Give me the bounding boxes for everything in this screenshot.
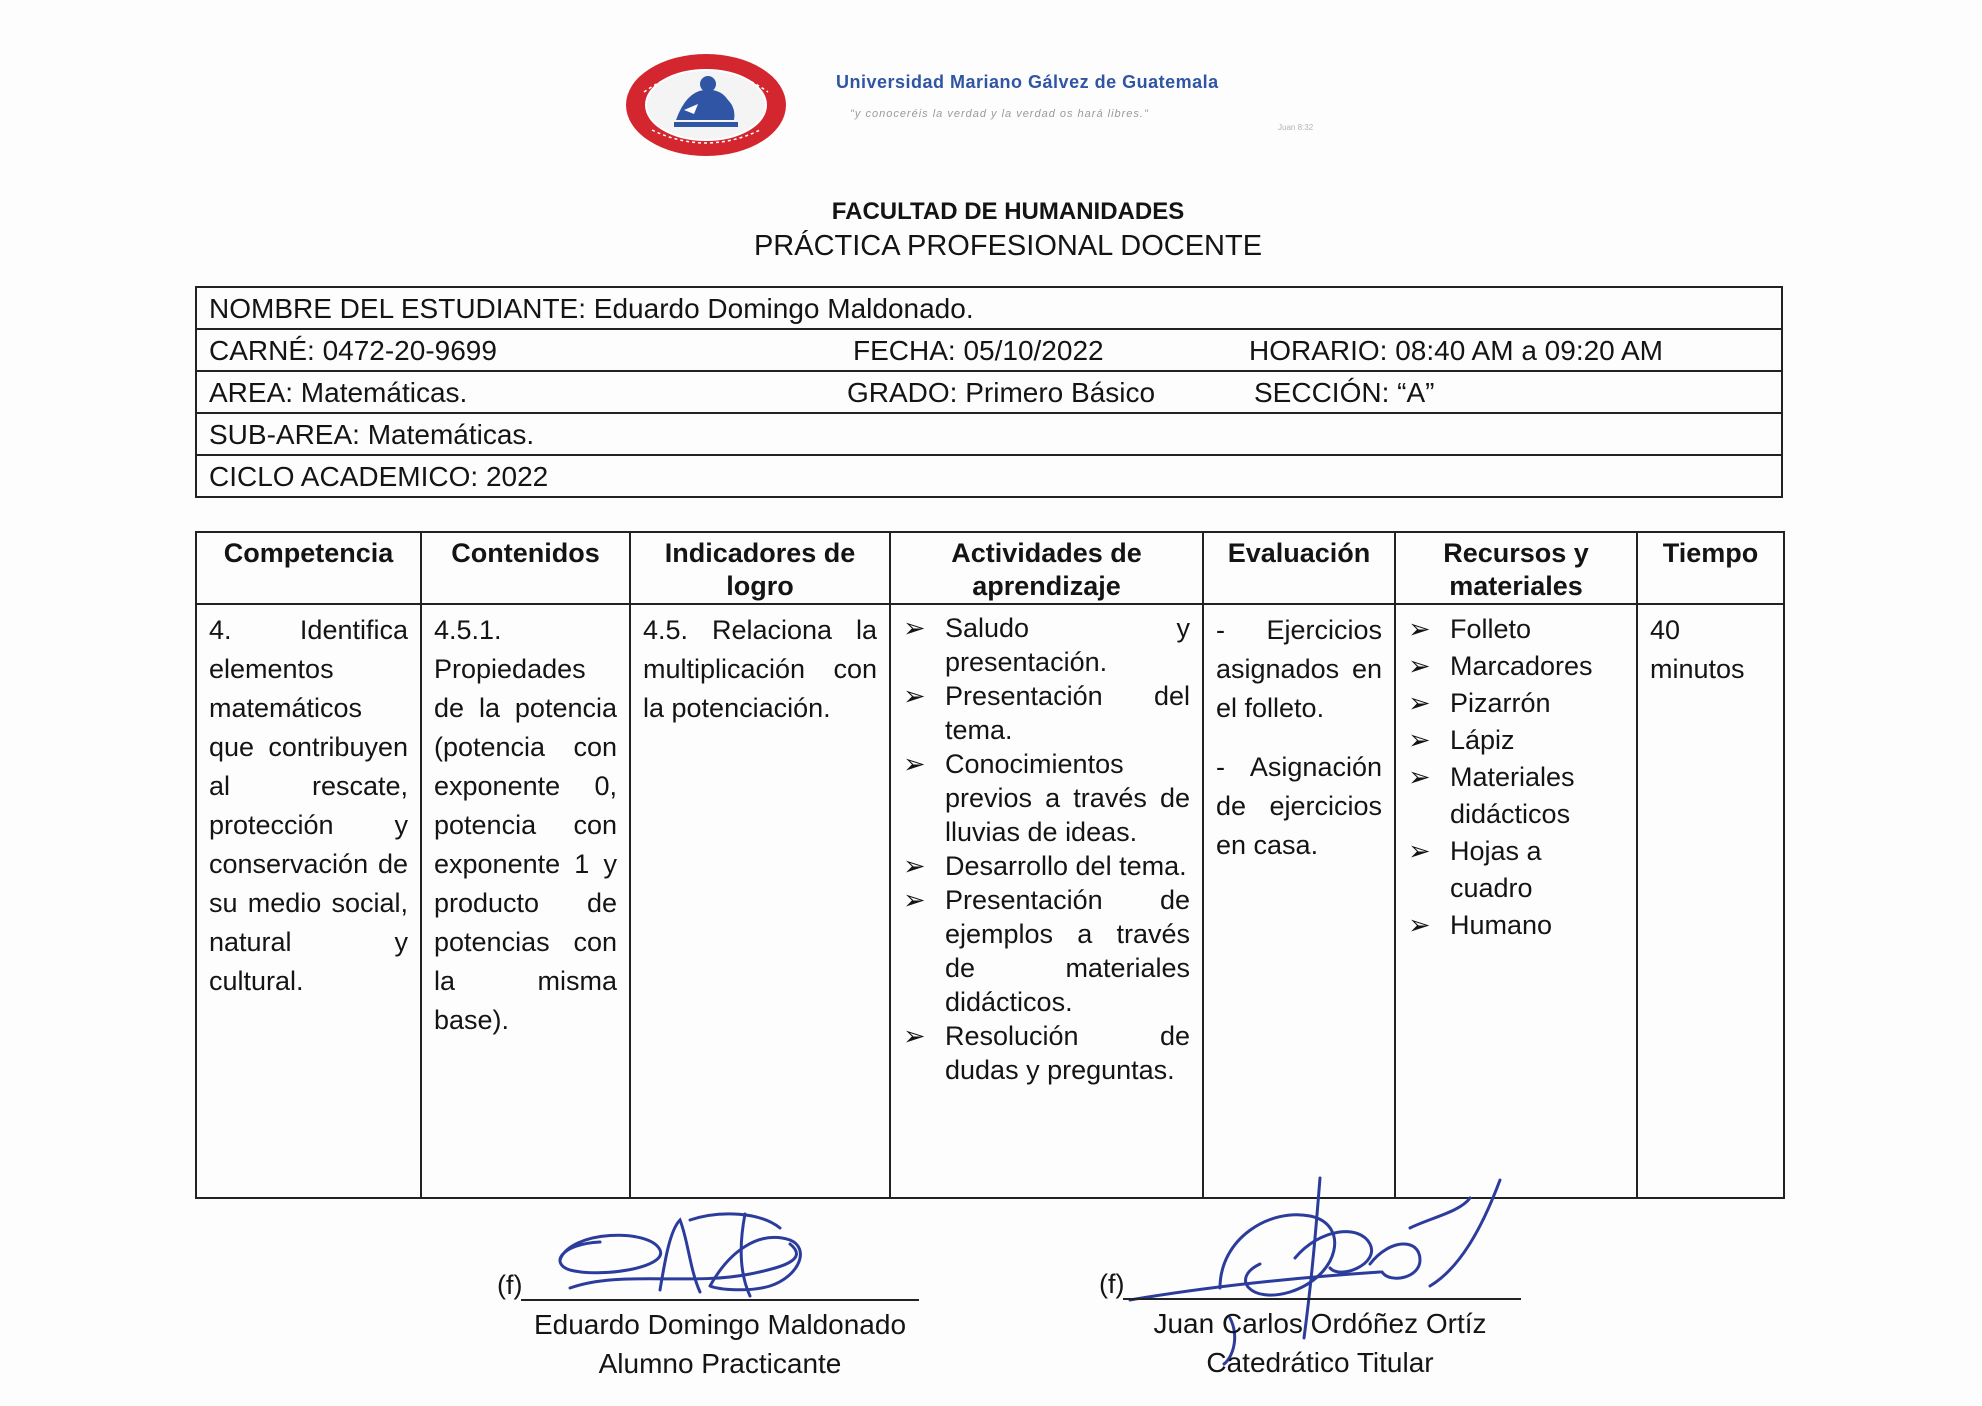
area: AREA: Matemáticas.: [209, 377, 468, 408]
cell-recursos: [1395, 604, 1637, 1198]
header-actividades: Actividades de aprendizaje: [890, 532, 1203, 604]
student-signature-line: [521, 1299, 919, 1301]
student-info-box: [195, 286, 1783, 498]
info-row-carne: [197, 330, 1781, 372]
list-item: ➢ Presentación de ejemplos a través de materiales didácticos.: [903, 883, 1190, 1019]
activities-list: [903, 611, 1190, 1087]
student-carne: CARNÉ: 0472-20-9699: [209, 335, 497, 366]
evaluation-item: - Asignación de ejercicios en casa.: [1216, 752, 1382, 860]
faculty-title: FACULTAD DE HUMANIDADES: [831, 198, 1185, 225]
practice-title: PRÁCTICA PROFESIONAL DOCENTE: [753, 230, 1263, 262]
header-competencia: Competencia: [196, 532, 421, 604]
header-recursos: Recursos y materiales: [1395, 532, 1637, 604]
lesson-plan-table: [195, 531, 1785, 1199]
list-item: ➢ Marcadores: [1408, 648, 1624, 685]
teacher-signer-name: Juan Carlos Ordóñez Ortíz: [1153, 1308, 1487, 1339]
list-item: ➢ Saludo y presentación.: [903, 611, 1190, 679]
signature-prefix-student: (f): [497, 1270, 523, 1300]
info-row-cycle: [197, 456, 1781, 496]
motto-reference: Juan 8:32: [1278, 123, 1314, 132]
student-signer-name: Eduardo Domingo Maldonado: [533, 1309, 907, 1340]
cell-competencia: 4. Identifica elementos matemáticos que contribuyen al rescate, protección y conservación de su medio social, natural y cultural.: [196, 604, 421, 1198]
evaluation-item: - Ejercicios asignados en el folleto.: [1216, 615, 1382, 723]
grade: GRADO: Primero Básico: [847, 377, 1156, 408]
class-date: FECHA: 05/10/2022: [853, 335, 1104, 366]
class-schedule: HORARIO: 08:40 AM a 09:20 AM: [1249, 335, 1663, 366]
subarea: SUB-AREA: Matemáticas.: [209, 419, 535, 450]
list-item: ➢ Hojas a cuadro: [1408, 833, 1624, 907]
student-signer-role: Alumno Practicante: [598, 1348, 842, 1379]
list-item: ➢ Materiales didácticos: [1408, 759, 1624, 833]
info-row-subarea: [197, 414, 1781, 456]
list-item: ➢ Humano: [1408, 907, 1624, 944]
section: SECCIÓN: “A”: [1254, 377, 1435, 408]
header-indicadores: Indicadores de logro: [630, 532, 890, 604]
teacher-signature-line: [1123, 1298, 1521, 1300]
university-motto: "y conoceréis la verdad y la verdad os hará libres.": [850, 108, 1149, 120]
list-item: ➢ Folleto: [1408, 611, 1624, 648]
table-header-row: [196, 532, 1784, 604]
cell-contenidos: 4.5.1. Propiedades de la potencia (potencia con exponente 0, potencia con exponente 1 y producto de potencias con la misma base).: [421, 604, 630, 1198]
academic-cycle: CICLO ACADEMICO: 2022: [209, 461, 549, 492]
table-row: [196, 604, 1784, 1198]
resources-list: [1408, 611, 1624, 944]
teacher-signer-role: Catedrático Titular: [1206, 1347, 1434, 1378]
university-seal-logo: [624, 52, 788, 158]
list-item: ➢ Lápiz: [1408, 722, 1624, 759]
info-row-area: [197, 372, 1781, 414]
signature-prefix-teacher: (f): [1099, 1269, 1125, 1299]
list-item: ➢ Pizarrón: [1408, 685, 1624, 722]
list-item: ➢ Conocimientos previos a través de lluvias de ideas.: [903, 747, 1190, 849]
student-signature-scribble: [540, 1200, 830, 1308]
list-item: ➢ Resolución de dudas y preguntas.: [903, 1019, 1190, 1087]
info-row-name: [197, 288, 1781, 330]
cell-indicadores: 4.5. Relaciona la multiplicación con la potenciación.: [630, 604, 890, 1198]
student-name: NOMBRE DEL ESTUDIANTE: Eduardo Domingo Maldonado.: [209, 293, 974, 324]
list-item: ➢ Desarrollo del tema.: [903, 849, 1190, 883]
header-contenidos: Contenidos: [421, 532, 630, 604]
university-name: Universidad Mariano Gálvez de Guatemala: [836, 72, 1219, 92]
list-item: ➢ Presentación del tema.: [903, 679, 1190, 747]
header-evaluacion: Evaluación: [1203, 532, 1395, 604]
header-tiempo: Tiempo: [1637, 532, 1784, 604]
cell-actividades: [890, 604, 1203, 1198]
cell-evaluacion: [1203, 604, 1395, 1198]
cell-tiempo: 40 minutos: [1637, 604, 1784, 1198]
